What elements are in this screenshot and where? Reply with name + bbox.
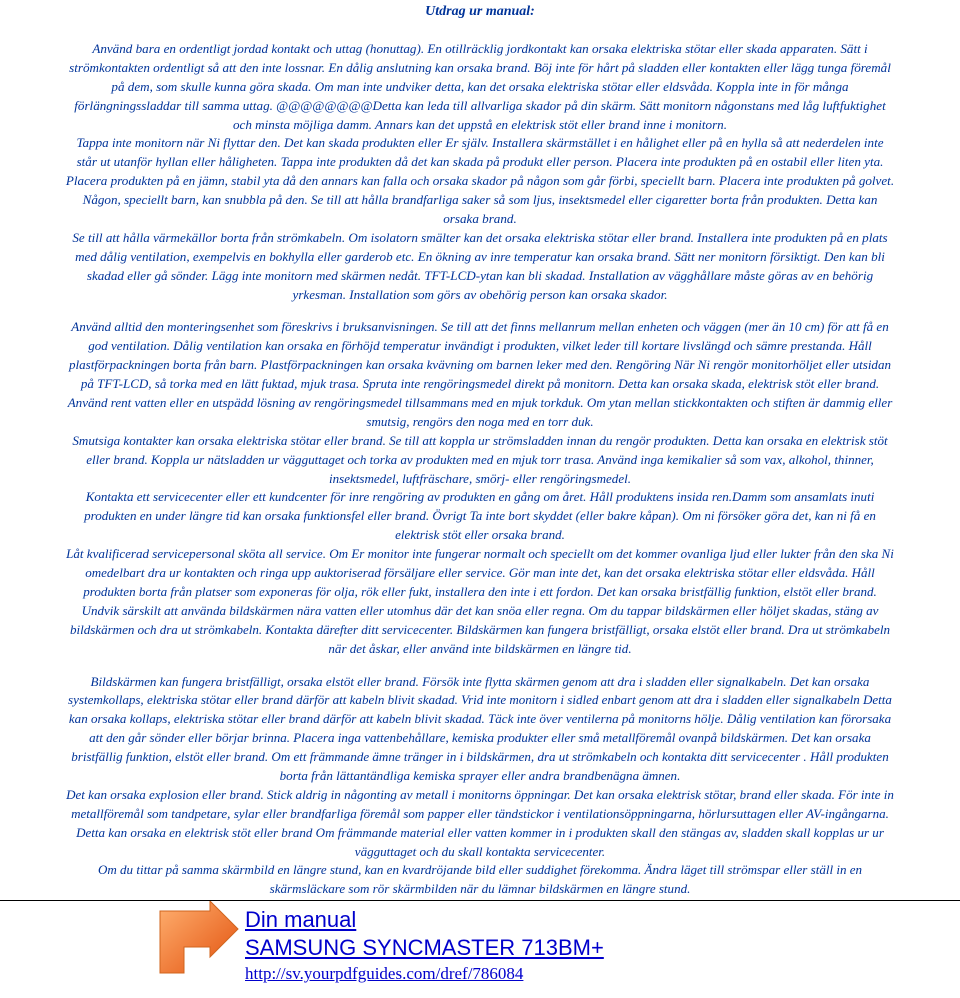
text-line: insektsmedel, luftfräschare, smörj- eller rengöringsmedel. <box>329 470 631 486</box>
page-title: Utdrag ur manual: <box>425 4 535 19</box>
text-line: Bildskärmen kan fungera bristfälligt, orsaka elstöt eller brand. Försök inte flytta skärmen genom att dra i sladden eller signalkabeln. Det kan orsaka <box>90 673 870 689</box>
text-line: Låt kvalificerad servicepersonal sköta all service. Om Er monitor inte fungerar normalt och speciellt om det kommer ovanliga ljud eller lukter från den ska Ni <box>66 546 894 562</box>
text-line: Se till att hålla värmekällor borta från strömkabeln. Om isolatorn smälter kan det orsaka elektriska stötar eller brand. Installera inte produkten på en plats <box>72 229 888 245</box>
text-line: förlängningssladdar till samma uttag. @@@@@@@@Detta kan leda till allvarliga skador på din skärm. Sätt monitorn någonstans med låg luftfuktighet <box>74 97 886 113</box>
text-line: Smutsiga kontakter kan orsaka elektriska stötar eller brand. Se till att koppla ur strömsladden innan du rengör produkten. Detta kan orsaka en elektrisk stöt <box>72 432 888 448</box>
text-line: Det kan orsaka explosion eller brand. Stick aldrig in någonting av metall i monitorns öppningar. Det kan orsaka elektrisk stötar, brand eller skada. För inte in <box>66 786 894 802</box>
text-line: och minsta möjliga damm. Annars kan det uppstå en elektrisk stöt eller brand inne i monitorn. <box>232 116 727 132</box>
text-line: Detta kan orsaka en elektrisk stöt eller brand Om främmande material eller vatten kommer in i produkten skall den stängas av, sladden skall kopplas ur ur <box>76 824 884 840</box>
text-line: på dem, som skulle kunna göra skada. Om man inte undviker detta, kan det orsaka elektriska stötar eller eldsvåda. Koppla inte in för många <box>111 78 849 94</box>
text-line: produkten en under längre tid kan orsaka funktionsfel eller brand. Övrigt Ta inte bort skyddet (eller bakre kåpan). Om ni försöker göra det, kan ni få en <box>84 508 876 524</box>
text-line: metallföremål som tandpetare, sylar eller brandfarliga föremål som papper eller tändstickor i ventilationsöppningarna, hörlursuttagen eller AV-ingångarna. <box>71 805 889 821</box>
text-line: yrkesman. Installation som görs av obehörig person kan orsaka skador. <box>292 286 668 302</box>
din-manual-link[interactable]: Din manual <box>245 907 357 932</box>
paragraph-gap <box>0 659 960 673</box>
text-line: Tappa inte monitorn när Ni flyttar den. Det kan skada produkten eller Er själv. Installera skärmstället i en hålighet eller på en hylla så att nederdelen inte <box>76 135 884 151</box>
text-line: Kontakta ett servicecenter eller ett kundcenter för inre rengöring av produkten en gång om året. Håll produktens insida ren.Damm som ansamlats inuti <box>85 489 875 505</box>
text-line: plastförpackningen borta från barn. Plastförpackningen kan orsaka kvävning om barnen leker med den. Rengöring När Ni rengör monitorhöljet eller utsidan <box>69 357 891 373</box>
text-line: Någon, speciellt barn, kan snubbla på den. Se till att hålla brandfarliga saker så som ljus, insektsmedel eller cigaretter borta från produkten. Detta kan <box>82 192 878 208</box>
paragraph-gap <box>0 304 960 318</box>
text-line: Placera produkten på en jämn, stabil yta då den annars kan falla och orsaka skador på någon som går förbi, speciellt barn. Placera inte produkten på golvet. <box>65 173 895 189</box>
text-line: att den går sönder eller börjar brinna. Placera inga vattenbehållare, kemiska produkter eller små metallföremål ovanpå bildskärmen. Det kan orsaka <box>89 730 871 746</box>
product-url-link[interactable]: http://sv.yourpdfguides.com/dref/786084 <box>245 964 524 983</box>
text-line: Använd bara en ordentligt jordad kontakt och uttag (honuttag). En otillräcklig jordkontakt kan orsaka elektriska stötar eller skada apparaten. Sätt i <box>92 41 868 56</box>
arrow-logo-icon <box>150 901 240 981</box>
paragraph <box>0 40 960 304</box>
text-line: Använd alltid den monteringsenhet som föreskrivs i bruksanvisningen. Se till att det finns mellanrum mellan enheten och väggen (mer än 10 cm) för att få en <box>71 319 889 335</box>
text-line: eller brand. Koppla ur nätsladden ur vägguttaget och torka av produkten med en mjuk torr trasa. Använd inga kemikalier så som vax, alkohol, thinner, <box>86 451 874 467</box>
text-line: Undvik särskilt att använda bildskärmen nära vatten eller utomhus där det kan snöa eller regna. Om du tappar bildskärmen eller höljet skadas, stäng av <box>81 602 879 618</box>
text-line: skärmsläckare som rör skärmbilden när du lämnar bildskärmen en längre stund. <box>269 881 691 897</box>
text-line: vägguttaget och du skall kontakta servicecenter. <box>354 843 606 859</box>
text-line: Om du tittar på samma skärmbild en längre stund, kan en kvardröjande bild eller suddighet förekomma. Ändra läget till strömspar eller ställ in en <box>97 862 863 878</box>
text-line: orsaka brand. <box>443 211 517 227</box>
text-line: bildskärmen och dra ut strömkabeln. Kontakta därefter ditt servicecenter. Bildskärmen kan fungera bristfälligt, orsaka elstöt eller brand. Dra ut strömkabeln <box>69 621 891 637</box>
text-line: med dålig ventilation, exempelvis en bokhylla eller garderob etc. En ökning av inre temperatur kan orsaka brand. Sätt ner monitorn försiktigt. Den kan bli <box>75 248 885 264</box>
text-line: produkten borta från platser som exponeras för olja, rök eller fukt, installera den inte i ett fordon. Det kan orsaka bristfällig funktion, elstöt eller brand. <box>83 583 877 599</box>
text-line: bristfällig funktion, elstöt eller brand. Om ett främmande ämne tränger in i bildskärmen, dra ut strömkabeln och kontakta ditt servicecenter . Håll produkten <box>71 749 889 765</box>
text-line: Använd rent vatten eller en utspädd lösning av rengöringsmedel tillsammans med en mjuk torkduk. Om ytan mellan stickkontakten och stiften är dammig eller <box>67 395 893 411</box>
text-line: god ventilation. Dålig ventilation kan orsaka en förhöjd temperatur invändigt i produkten, vilket leder till kortare livslängd och sämre prestanda. Håll <box>88 338 872 354</box>
text-line: skadad eller gå sönder. Lägg inte monitorn med skärmen nedåt. TFT-LCD-ytan kan bli skadad. Installation av vägghållare måste göras av en behörig <box>86 267 874 283</box>
paragraph <box>0 673 960 900</box>
text-line: elektrisk stöt eller orsaka brand. <box>395 527 565 543</box>
body-text <box>0 40 960 899</box>
text-line: borta från lättantändliga kemiska sprayer eller andra brandbenägna ämnen. <box>279 767 681 783</box>
text-line: smutsig, rengörs den noga med en torr duk. <box>366 413 594 429</box>
footer <box>0 900 960 998</box>
product-name-link[interactable]: SAMSUNG SYNCMASTER 713BM+ <box>245 935 604 960</box>
paragraph <box>0 318 960 658</box>
text-line: omedelbart dra ur kontakten och ringa upp auktoriserad försäljare eller service. Gör man inte det, kan det orsaka elektriska stötar eller eldsvåda. Håll <box>85 565 875 581</box>
text-line: strömkontakten ordentligt så att den inte lossnar. En dålig anslutning kan orsaka brand. Böj inte för hårt på sladden eller kontakten eller lägg tunga föremål <box>69 59 891 75</box>
text-line: systemkollaps, elektriska stötar eller brand därför att kabeln blivit skadad. Vrid inte monitorn i sidled enbart genom att dra i sladden eller signalkabeln Detta <box>68 692 892 708</box>
text-line: på TFT-LCD, så torka med en lätt fuktad, mjuk trasa. Spruta inte rengöringsmedel direkt på monitorn. Detta kan orsaka skada, elektrisk stöt eller brand. <box>80 376 880 392</box>
text-line: när det åskar, eller använd inte bildskärmen en längre tid. <box>328 640 632 656</box>
text-line: står ut utanför hyllan eller håligheten. Tappa inte produkten då det kan skada på produkt eller person. Placera inte produkten på en ostabil eller liten yta. <box>76 154 884 170</box>
text-line: kan orsaka kollaps, elektriska stötar eller brand därför att kabeln blivit skadad. Täck inte över ventilerna på monitorns hölje. Dålig ventilation kan förorsaka <box>68 711 892 727</box>
